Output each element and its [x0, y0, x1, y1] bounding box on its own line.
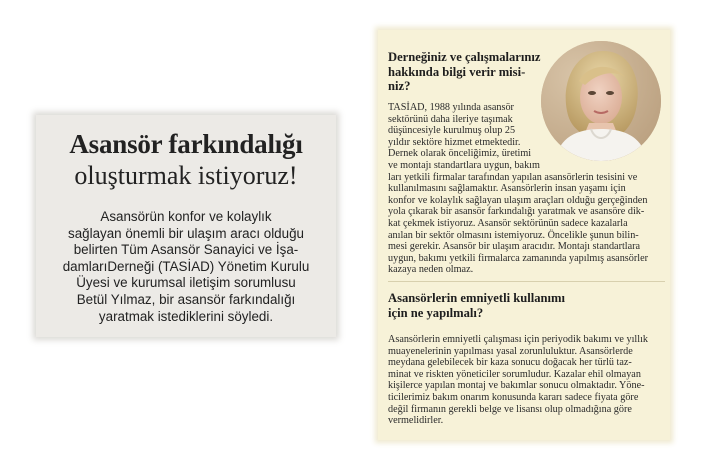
lead-line: yaratmak istediklerini söyledi. — [98, 308, 274, 324]
question-1-title-line: Derneğiniz ve çalışmalarınız — [388, 50, 541, 64]
answer-1-wide — [388, 172, 648, 276]
answer-1-line: uygun, bakımı yetkili firmalarca zamanında yapılmış asansörler — [388, 252, 648, 264]
question-1-title — [388, 50, 541, 94]
lead-paragraph — [46, 209, 326, 325]
answer-1-line: ve montajı standartlara uygun, bakım — [388, 159, 540, 171]
headline-title-line-2: oluşturmak istiyoruz! — [74, 161, 298, 190]
lead-line: Üyesi ve kurumsal iletişim sorumlusu — [76, 275, 296, 291]
answer-2-line: ticilerimiz bakım onarım konusunda kararı sadece fiyata göre — [388, 391, 639, 403]
answer-1-line: konfor ve kolaylık sağlayan ulaşım araçları olduğu gerçeğinden — [388, 194, 648, 206]
answer-1-line: kat çekmek istiyoruz. Asansör sektörünün sadece kazalarla — [388, 217, 628, 229]
answer-1-line: kazaya neden olmaz. — [388, 264, 474, 276]
lead-line: sağlayan önemli bir ulaşım aracı olduğu — [68, 225, 304, 241]
question-2-title-line: Asansörlerin emniyetli kullanımı — [388, 291, 566, 305]
question-2-title — [388, 291, 565, 320]
lead-line: Asansörün konfor ve kolaylık — [100, 209, 272, 224]
answer-2-line: muayenelerinin yapılması yasal zorunluluktur. Asansörlerde — [388, 345, 633, 357]
answer-1-line: düşüncesiyle kurulmuş olup 25 — [388, 125, 516, 137]
question-1-title-line: niz? — [388, 79, 411, 93]
portrait-photo — [541, 41, 661, 161]
lead-line: Betül Yılmaz, bir asansör farkındalığı — [76, 291, 296, 307]
lead-line: belirten Tüm Asansör Sanayici ve İşa- — [73, 242, 299, 258]
answer-1-line: ları yetkili firmalar tarafından yapılan asansörlerin tesisini ve — [388, 171, 638, 183]
answer-1-line: kullanılmasını sağlamaktır. Asansörlerin insan yaşamı için — [388, 183, 626, 195]
answer-1-line: Dernek olarak önceliğimiz, üretimi — [388, 148, 532, 160]
lead-line: damlarıDerneği (TASİAD) Yönetim Kurulu — [62, 258, 310, 274]
answer-1-line: yıldır sektöre hizmet etmektedir. — [388, 136, 521, 148]
question-2-title-line: için ne yapılmalı? — [388, 305, 484, 320]
answer-2-line: Asansörlerin emniyetli çalışması için periyodik bakımı ve yıllık — [388, 334, 649, 345]
answer-1-line: sektörünü daha ileriye taşımak — [388, 113, 513, 125]
answer-1-line: anılan bir sektör olmasını istemiyoruz. Öncelikle şunun bilin- — [388, 229, 639, 241]
headline-title-line-1: Asansör farkındalığı — [69, 129, 303, 159]
answer-2-line: meydana gelebilecek bir kaza sonucu doğacak her türlü taz- — [388, 357, 632, 369]
answer-1-line: mesi gerekir. Asansör bir ulaşım aracıdır. Montajı standartlara — [388, 241, 641, 253]
answer-1-narrow — [388, 102, 540, 172]
question-1-title-line: hakkında bilgi verir misi- — [388, 64, 526, 79]
section-divider — [388, 281, 665, 282]
portrait-illustration — [541, 41, 661, 161]
answer-1-line: TASİAD, 1988 yılında asansör — [388, 102, 514, 113]
answer-2-line: değil firmanın gerekli belge ve lisansı olup olmadığına göre — [388, 403, 632, 415]
answer-2 — [388, 334, 648, 427]
answer-2-line: minat ve riskten yöneticiler sorumludur. Kazalar ehil olmayan — [388, 368, 641, 380]
headline-box — [36, 115, 336, 337]
answer-2-line: vermelidirler. — [388, 415, 444, 427]
answer-1-line: yola çıkarak bir asansör farkındalığı yaratmak ve asansöre dik- — [388, 206, 645, 218]
answer-2-line: kişilerce yapılan montaj ve bakımlar sonucu olmaktadır. Yöne- — [388, 380, 645, 392]
